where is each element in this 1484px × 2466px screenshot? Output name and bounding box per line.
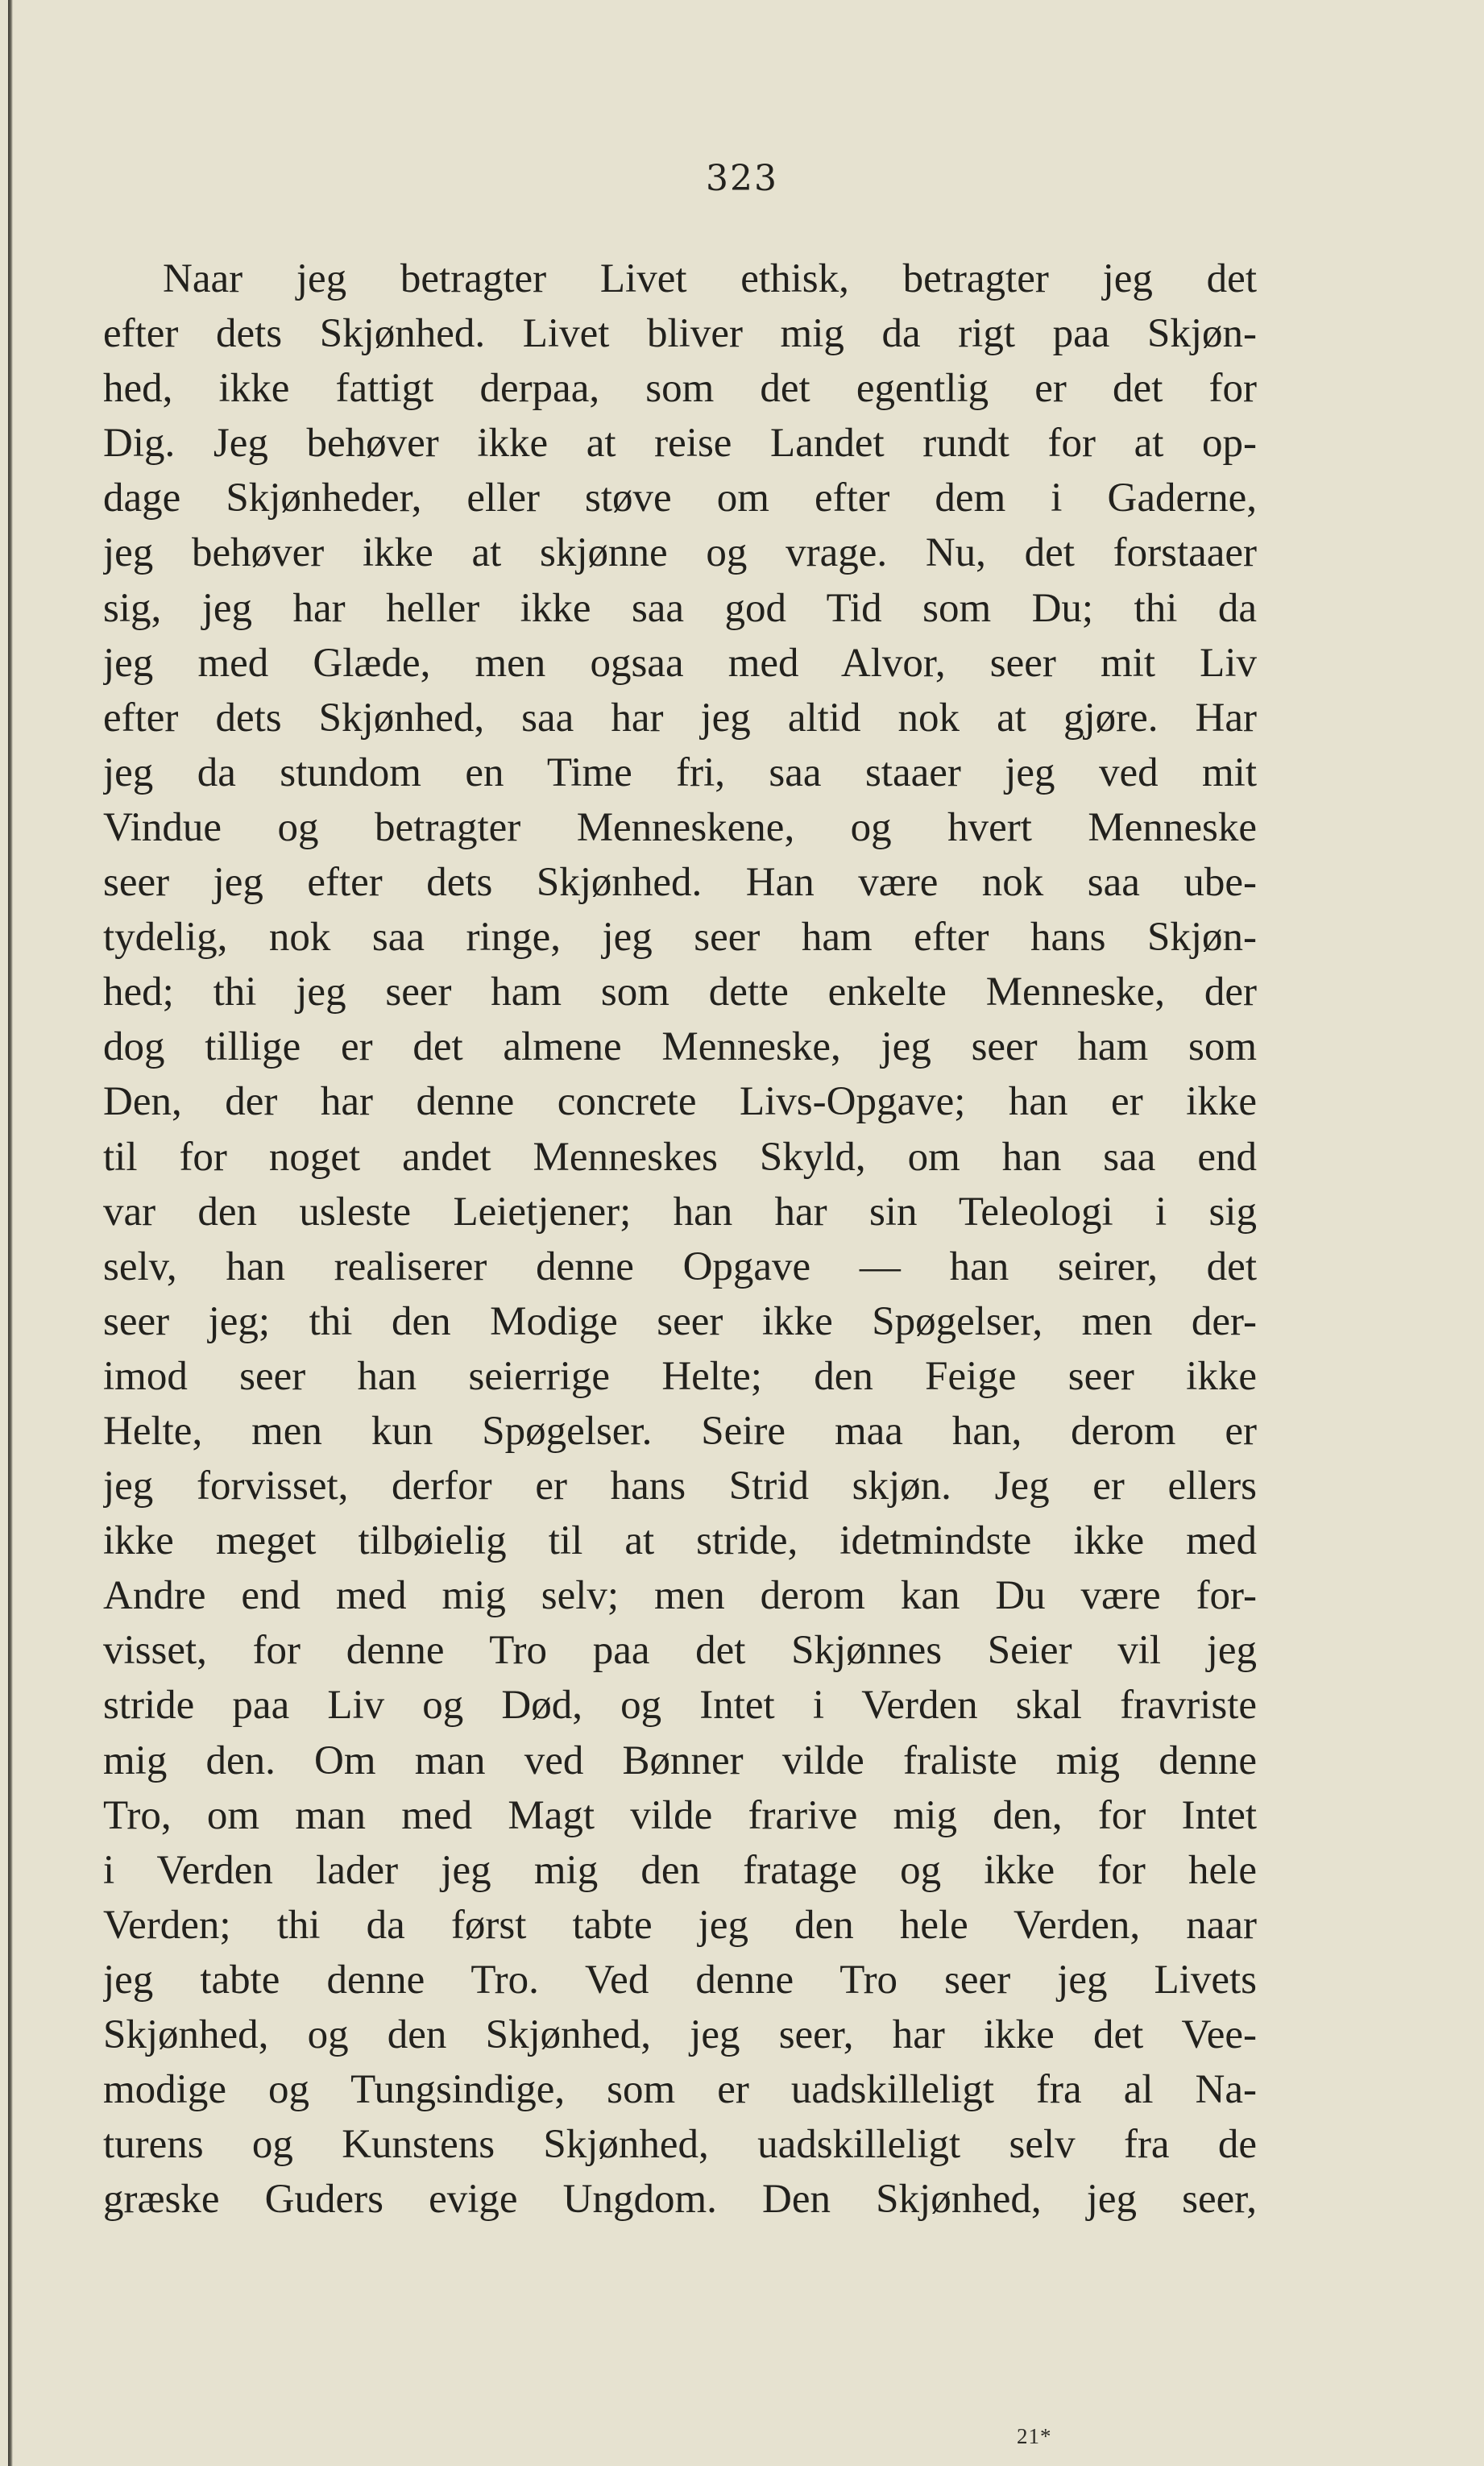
text-line: Verden; thi da først tabte jeg den hele Verden, naar xyxy=(103,1902,1257,1948)
text-line: var den usleste Leietjener; han har sin Teleologi i sig xyxy=(103,1189,1257,1235)
text-line: Helte, men kun Spøgelser. Seire maa han, derom er xyxy=(103,1408,1257,1454)
text-line: græske Guders evige Ungdom. Den Skjønhed, jeg seer, xyxy=(103,2177,1257,2223)
text-line: jeg forvisset, derfor er hans Strid skjøn. Jeg er ellers xyxy=(103,1463,1257,1509)
text-line: efter dets Skjønhed, saa har jeg altid nok at gjøre. Har xyxy=(103,695,1257,741)
text-line: seer jeg efter dets Skjønhed. Han være nok saa ube- xyxy=(103,860,1257,906)
text-line: Tro, om man med Magt vilde frarive mig den, for Intet xyxy=(103,1792,1257,1838)
text-line: seer jeg; thi den Modige seer ikke Spøgelser, men der- xyxy=(103,1298,1257,1344)
page-number: 323 xyxy=(706,158,778,199)
text-line: dog tillige er det almene Menneske, jeg seer ham som xyxy=(103,1024,1257,1070)
text-line: Dig. Jeg behøver ikke at reise Landet rundt for at op- xyxy=(103,421,1257,467)
text-line: sig, jeg har heller ikke saa god Tid som Du; thi da xyxy=(103,585,1257,631)
text-line: jeg med Glæde, men ogsaa med Alvor, seer mit Liv xyxy=(103,640,1257,686)
body-text xyxy=(103,251,1257,2227)
text-line: Den, der har denne concrete Livs-Opgave; han er ikke xyxy=(103,1079,1257,1125)
page-binding-edge xyxy=(8,0,13,2466)
text-line: i Verden lader jeg mig den fratage og ikke for hele xyxy=(103,1847,1257,1893)
text-line: dage Skjønheder, eller støve om efter dem i Gaderne, xyxy=(103,475,1257,521)
text-line: stride paa Liv og Død, og Intet i Verden skal fravriste xyxy=(103,1683,1257,1729)
text-line: Naar jeg betragter Livet ethisk, betragter jeg det xyxy=(163,256,1257,301)
text-line: hed; thi jeg seer ham som dette enkelte Menneske, der xyxy=(103,969,1257,1015)
text-line: hed, ikke fattigt derpaa, som det egentlig er det for xyxy=(103,366,1257,412)
signature-mark: 21* xyxy=(1017,2424,1052,2448)
text-line: jeg tabte denne Tro. Ved denne Tro seer jeg Livets xyxy=(103,1957,1257,2003)
text-line: jeg behøver ikke at skjønne og vrage. Nu, det forstaaer xyxy=(103,530,1257,576)
text-line: imod seer han seierrige Helte; den Feige seer ikke xyxy=(103,1353,1257,1399)
text-line: ikke meget tilbøielig til at stride, idetmindste ikke med xyxy=(103,1518,1257,1564)
text-line: Skjønhed, og den Skjønhed, jeg seer, har ikke det Vee- xyxy=(103,2012,1257,2057)
text-line: visset, for denne Tro paa det Skjønnes Seier vil jeg xyxy=(103,1628,1257,1674)
text-line: mig den. Om man ved Bønner vilde fraliste mig denne xyxy=(103,1737,1257,1783)
text-line: Andre end med mig selv; men derom kan Du være for- xyxy=(103,1573,1257,1619)
text-line: Vindue og betragter Menneskene, og hvert Menneske xyxy=(103,804,1257,850)
text-line: tydelig, nok saa ringe, jeg seer ham efter hans Skjøn- xyxy=(103,915,1257,961)
text-line: modige og Tungsindige, som er uadskilleligt fra al Na- xyxy=(103,2067,1257,2113)
text-line: til for noget andet Menneskes Skyld, om han saa end xyxy=(103,1134,1257,1180)
text-line: jeg da stundom en Time fri, saa staaer jeg ved mit xyxy=(103,749,1257,795)
text-line: selv, han realiserer denne Opgave — han seirer, det xyxy=(103,1243,1257,1289)
text-line: efter dets Skjønhed. Livet bliver mig da rigt paa Skjøn- xyxy=(103,311,1257,357)
text-line: turens og Kunstens Skjønhed, uadskilleligt selv fra de xyxy=(103,2122,1257,2168)
